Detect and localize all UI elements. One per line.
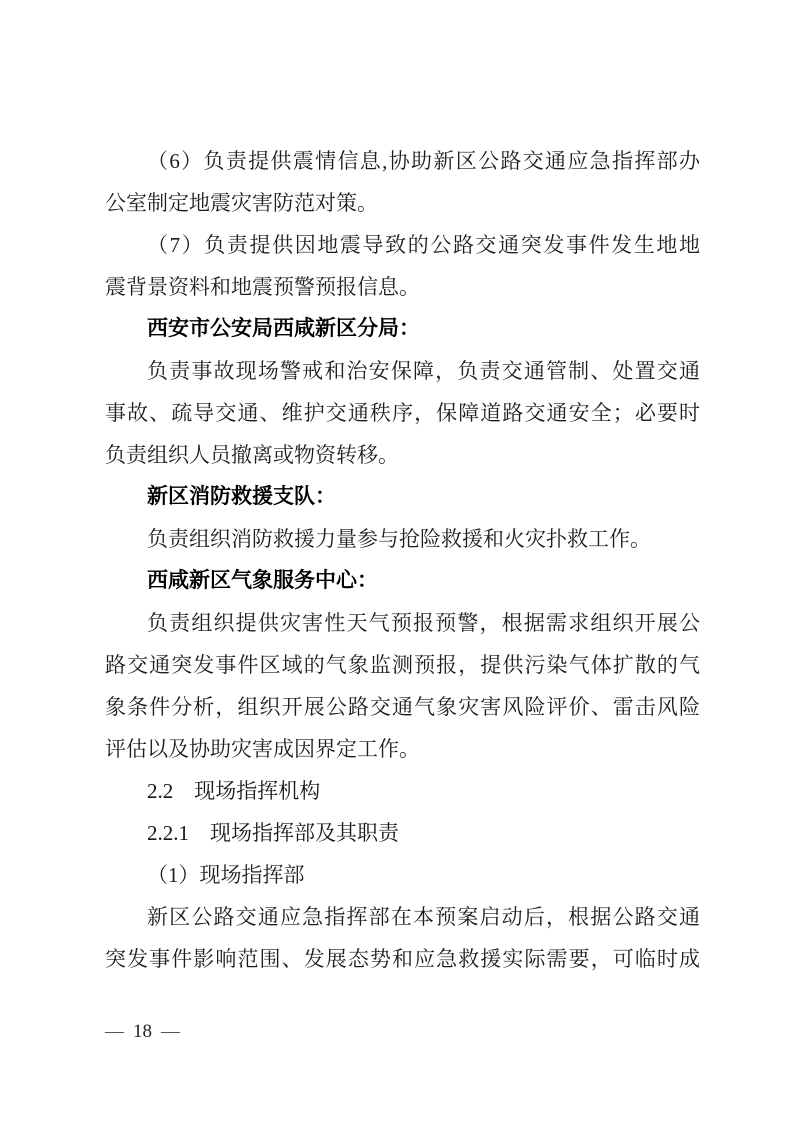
paragraph-line: 负责组织提供灾害性天气预报预警，根据需求组织开展公 (147, 611, 700, 635)
page-footer (105, 1019, 180, 1045)
document-body (105, 140, 700, 980)
footer-left-dash: — (105, 1021, 124, 1042)
org-heading-line: 西安市公安局西咸新区分局： (147, 317, 420, 340)
page-number: 18 (133, 1021, 152, 1042)
paragraph-line: 突发事件影响范围、发展态势和应急救援实际需要，可临时成 (105, 947, 700, 971)
paragraph-line: 负责事故现场警戒和治安保障，负责交通管制、处置交通 (147, 359, 700, 383)
paragraph-line: 震背景资料和地震预警预报信息。 (105, 275, 420, 299)
paragraph-line: （6）负责提供震情信息,协助新区公路交通应急指挥部办 (147, 149, 700, 173)
paragraph-line: 评估以及协助灾害成因界定工作。 (105, 737, 420, 761)
paragraph-line: 事故、疏导交通、维护交通秩序，保障道路交通安全；必要时 (105, 401, 700, 425)
section-heading-line: 2.2.1 现场指挥部及其职责 (147, 821, 399, 845)
paragraph-line: 象条件分析，组织开展公路交通气象灾害风险评价、雷击风险 (105, 695, 700, 719)
paragraph-line: （1）现场指挥部 (147, 863, 305, 887)
section-heading-line: 2.2 现场指挥机构 (147, 779, 321, 803)
paragraph-line: 路交通突发事件区域的气象监测预报，提供污染气体扩散的气 (105, 653, 700, 677)
paragraph-line: （7）负责提供因地震导致的公路交通突发事件发生地地 (147, 233, 700, 257)
org-heading-line: 新区消防救援支队： (147, 485, 336, 508)
org-heading-line: 西咸新区气象服务中心： (147, 569, 378, 592)
paragraph-line: 公室制定地震灾害防范对策。 (105, 191, 378, 215)
paragraph-line: 负责组织消防救援力量参与抢险救援和火灾扑救工作。 (147, 527, 651, 551)
footer-right-dash: — (161, 1021, 180, 1042)
paragraph-line: 新区公路交通应急指挥部在本预案启动后，根据公路交通 (147, 905, 700, 929)
paragraph-line: 负责组织人员撤离或物资转移。 (105, 443, 399, 467)
